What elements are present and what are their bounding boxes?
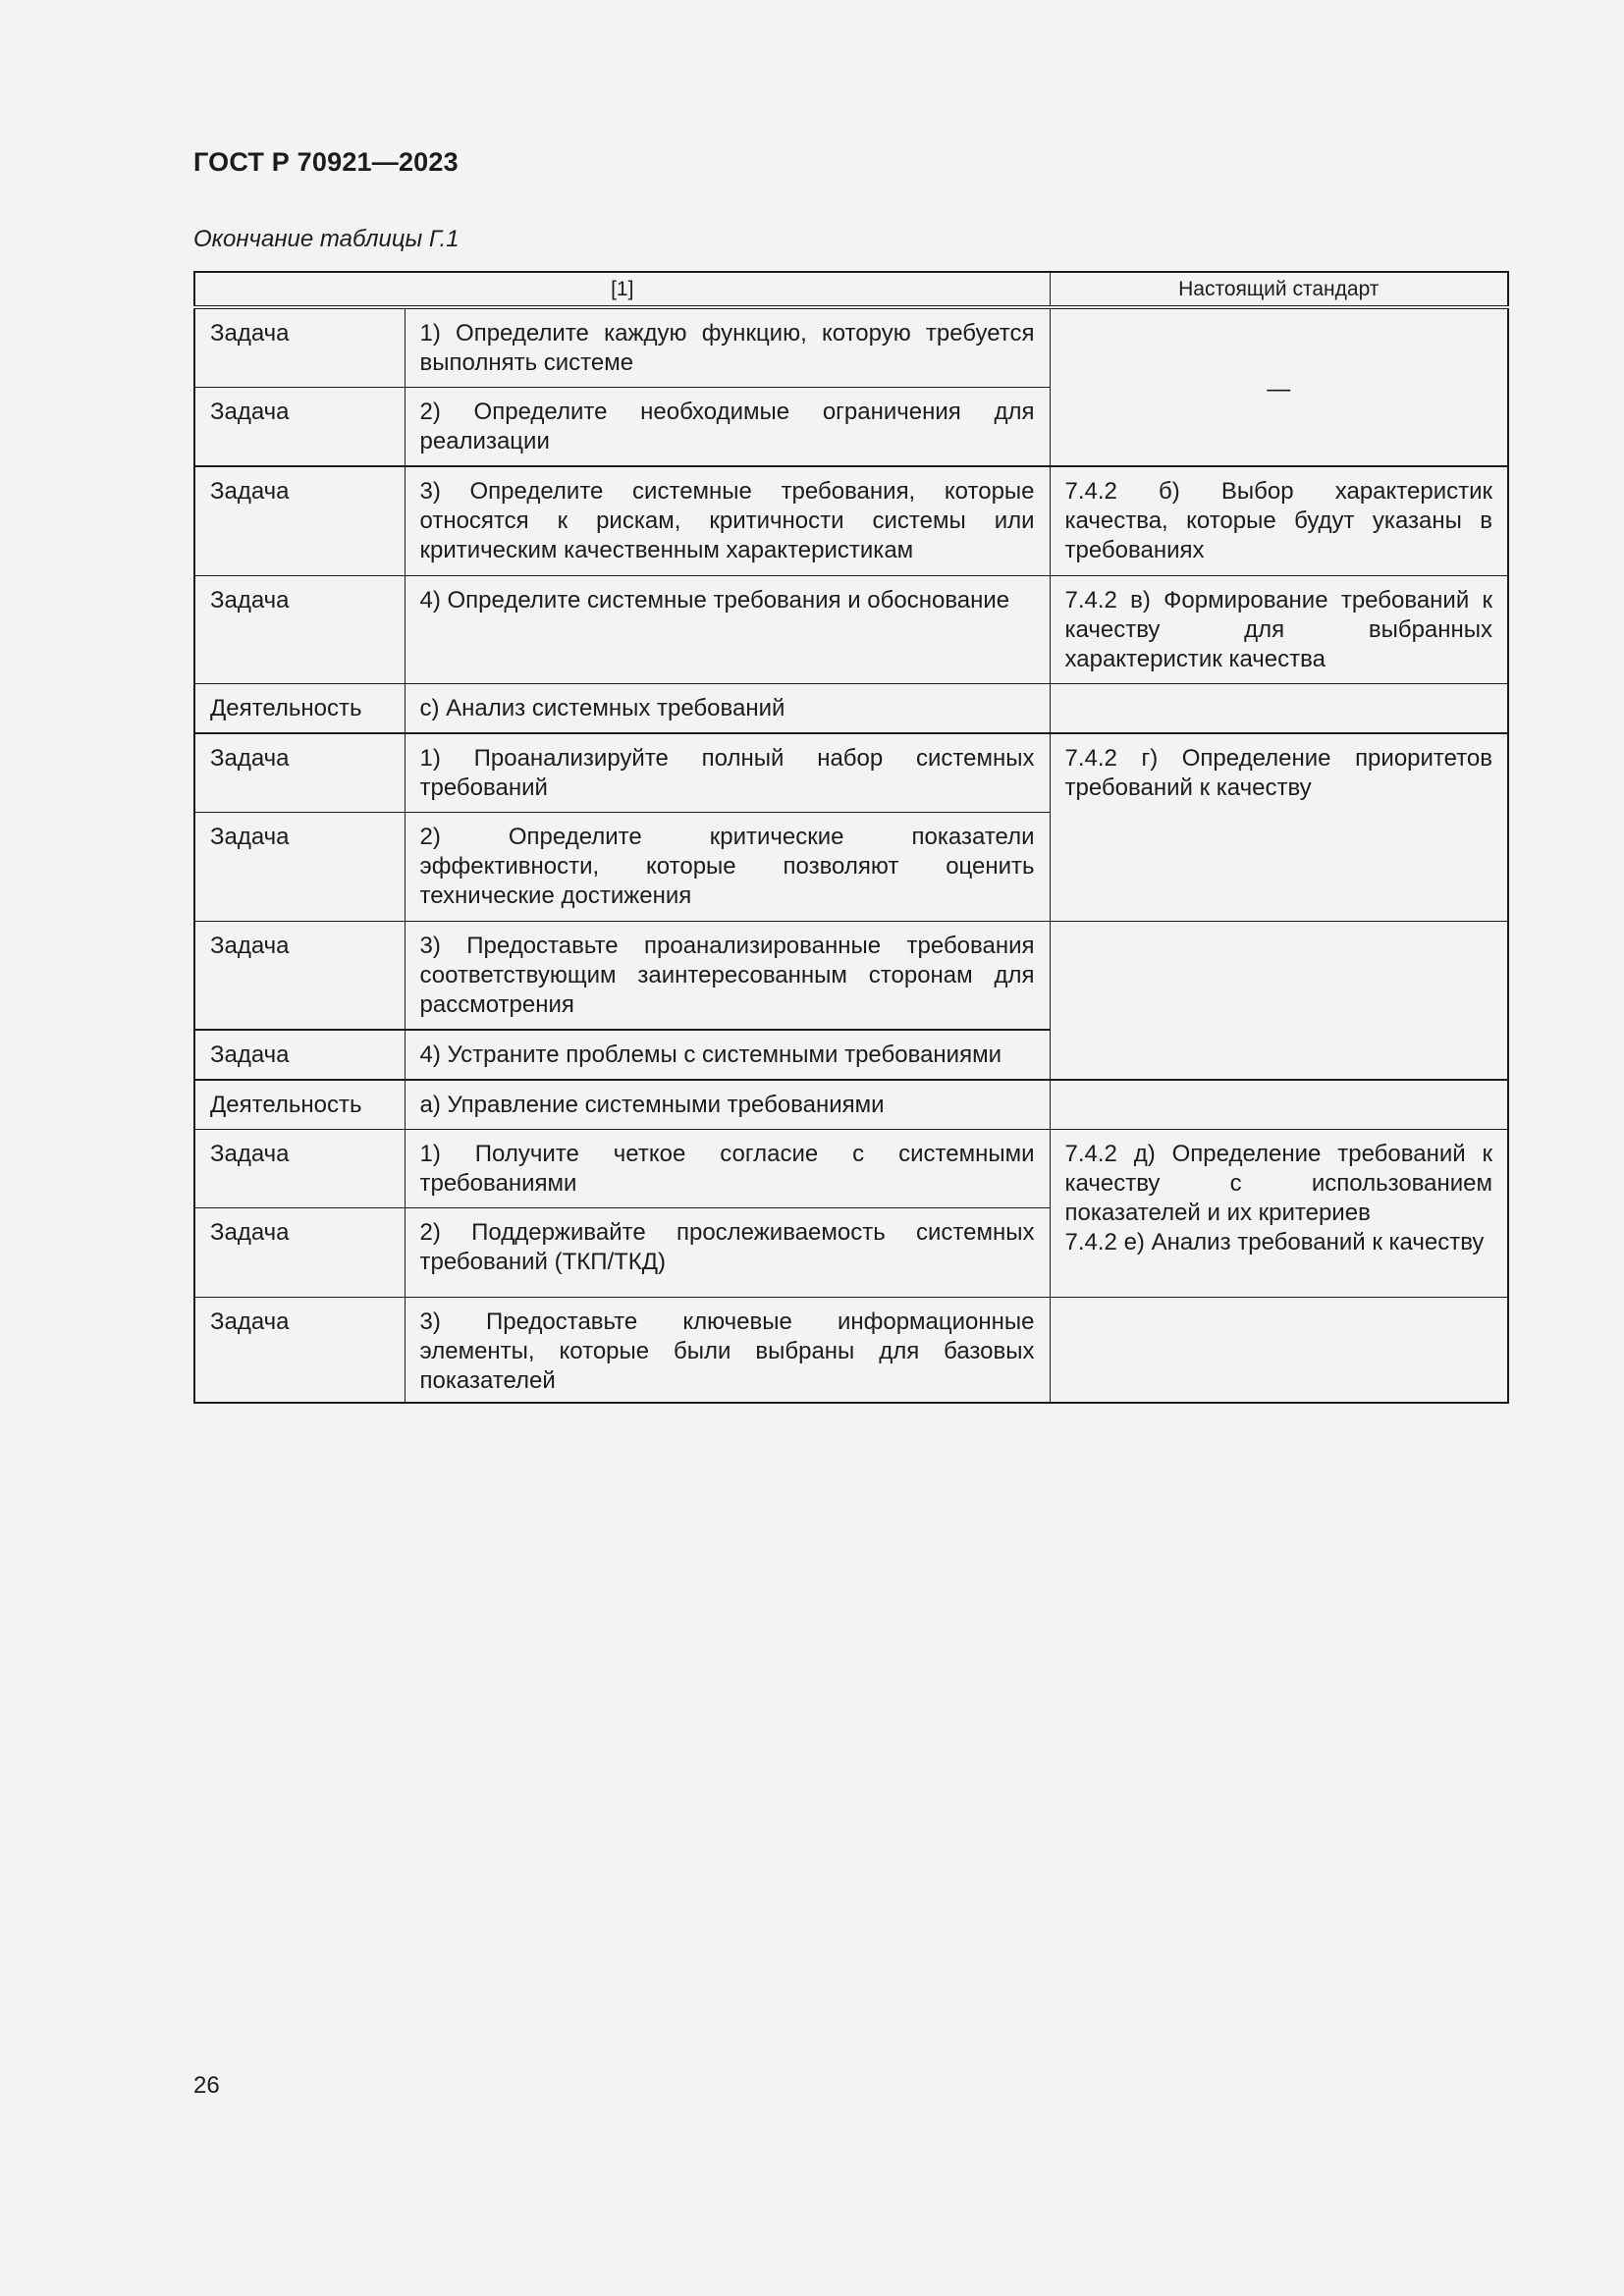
row-text: 2) Поддерживайте прослеживаемость системных требований (ТКП/ТКД) (405, 1208, 1050, 1298)
table-row (194, 733, 1508, 813)
standard-ref (1050, 1080, 1508, 1130)
standard-ref (1050, 1298, 1508, 1404)
standard-ref (1050, 922, 1508, 1081)
row-type: Задача (194, 733, 405, 813)
table-row (194, 1130, 1508, 1208)
row-text: c) Анализ системных требований (405, 684, 1050, 734)
table-row (194, 1080, 1508, 1130)
row-type: Деятельность (194, 1080, 405, 1130)
row-text: 2) Определите необходимые ограничения для реализации (405, 388, 1050, 467)
row-text: 1) Определите каждую функцию, которую требуется выполнять системе (405, 307, 1050, 388)
table-row (194, 576, 1508, 684)
row-type: Задача (194, 1130, 405, 1208)
standard-ref: 7.4.2 д) Определение требований к качеству с использованием показателей и их критериев (1064, 1141, 1493, 1226)
table-row (194, 466, 1508, 576)
row-type: Деятельность (194, 684, 405, 734)
row-type: Задача (194, 1208, 405, 1298)
standard-ref: 7.4.2 б) Выбор характеристик качества, которые будут указаны в требованиях (1050, 466, 1508, 576)
page-number: 26 (193, 2072, 220, 2099)
row-text: 4) Устраните проблемы с системными требованиями (405, 1030, 1050, 1080)
row-text: 3) Предоставьте проанализированные требования соответствующим заинтересованным сторонам для рассмотрения (405, 922, 1050, 1031)
standard-ref-group (1050, 1130, 1508, 1298)
row-text: 1) Проанализируйте полный набор системных требований (405, 733, 1050, 813)
row-text: 1) Получите четкое согласие с системными требованиями (405, 1130, 1050, 1208)
col-header-standard: Настоящий стандарт (1050, 272, 1508, 307)
row-text: 4) Определите системные требования и обоснование (405, 576, 1050, 684)
standard-ref: — (1050, 307, 1508, 466)
document-header: ГОСТ Р 70921—2023 (193, 147, 459, 177)
standard-ref: 7.4.2 г) Определение приоритетов требований к качеству (1050, 733, 1508, 922)
row-text: 3) Предоставьте ключевые информационные элементы, которые были выбраны для базовых показателей (405, 1298, 1050, 1404)
row-type: Задача (194, 1030, 405, 1080)
table-row (194, 307, 1508, 388)
row-type: Задача (194, 576, 405, 684)
table-caption: Окончание таблицы Г.1 (193, 226, 460, 252)
row-type: Задача (194, 922, 405, 1031)
row-text: 2) Определите критические показатели эффективности, которые позволяют оценить технические достижения (405, 813, 1050, 922)
standard-ref (1050, 684, 1508, 734)
row-type: Задача (194, 466, 405, 576)
table-header-row (194, 272, 1508, 307)
table-row (194, 922, 1508, 1031)
row-text: 3) Определите системные требования, которые относятся к рискам, критичности системы или критическим качественным характеристикам (405, 466, 1050, 576)
row-text: а) Управление системными требованиями (405, 1080, 1050, 1130)
row-type: Задача (194, 388, 405, 467)
standard-ref: 7.4.2 в) Формирование требований к качеству для выбранных характеристик качества (1050, 576, 1508, 684)
row-type: Задача (194, 307, 405, 388)
table-row (194, 1298, 1508, 1404)
row-type: Задача (194, 1298, 405, 1404)
row-type: Задача (194, 813, 405, 922)
requirements-table (193, 271, 1509, 1404)
table-row (194, 684, 1508, 734)
col-header-source: [1] (194, 272, 1050, 307)
standard-ref: 7.4.2 е) Анализ требований к качеству (1064, 1229, 1485, 1255)
